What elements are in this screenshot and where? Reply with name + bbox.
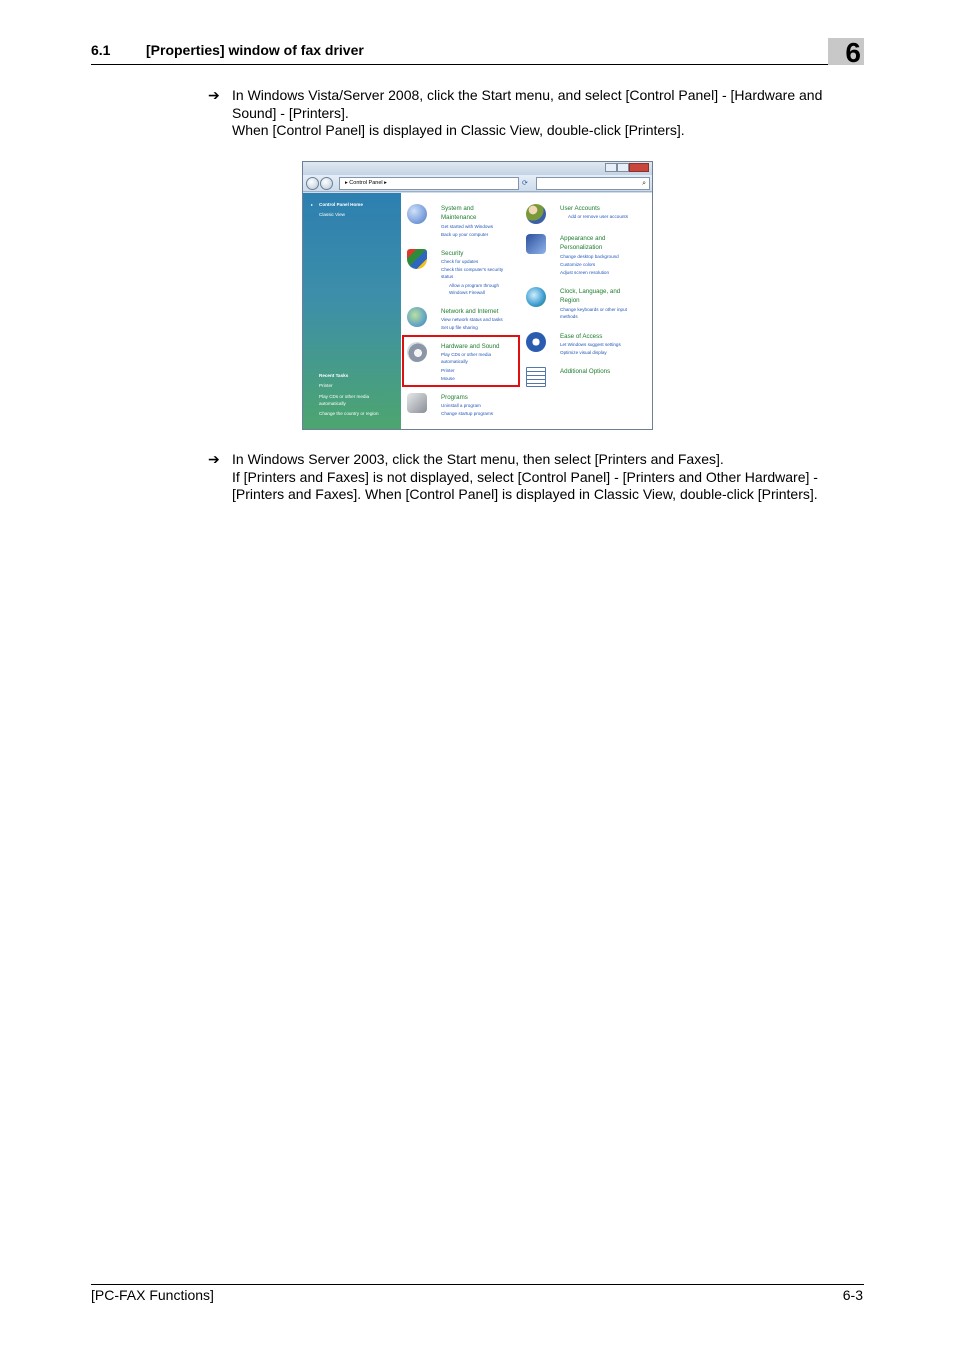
footer-manual-name: [PC-FAX Functions] [91,1287,214,1303]
user-accounts-icon [526,204,546,224]
category-link: methods [560,314,578,319]
window-titlebar [303,162,652,175]
category-link: automatically [441,359,468,364]
instruction-line: In Windows Vista/Server 2008, click the Start menu, and select [Control Panel] - [Hardware and [232,87,823,103]
arrow-icon: ➔ [208,87,220,103]
category-link: Check for updates [441,259,479,264]
task-pane [303,193,401,430]
recent-task: Play CDs or other media [319,394,370,399]
chapter-tab [828,37,864,68]
instruction-text [232,451,866,504]
category-link: Adjust screen resolution [560,270,610,275]
additional-options-icon [526,367,546,387]
recent-task: automatically [319,401,346,406]
category-link: Change desktop background [560,254,619,259]
category-area [401,193,652,430]
category-link: Allow a program through [449,283,500,288]
category-link: Get started with Windows [441,224,494,229]
instruction-line: Sound] - [Printers]. [232,104,349,121]
back-icon [306,177,319,190]
category-link: status [441,274,454,279]
control-panel-screenshot [302,161,653,430]
category-link: Back up your computer [441,232,489,237]
maximize-icon [617,163,629,172]
category-link: Mouse [441,376,455,381]
programs-icon [407,393,427,413]
address-bar: ▸ Control Panel ▸ [339,177,519,190]
recent-task: Change the country or region [319,411,379,416]
instruction-line: When [Control Panel] is displayed in Classic View, double-click [Printers]. [232,122,685,138]
category-title: Security [441,250,464,257]
category-title: Maintenance [441,214,477,221]
classic-view-link: Classic View [319,212,345,217]
chapter-number: 6 [845,37,861,68]
category-link: Printer [441,368,455,373]
category-title: System and [441,205,474,212]
appearance-icon [526,234,546,254]
category-title: Personalization [560,244,603,251]
navigation-bar [303,175,652,192]
instruction-text [232,87,866,140]
category-title: Programs [441,394,468,401]
instruction-line: In Windows Server 2003, click the Start menu, then select [Printers and Faxes]. [232,451,724,467]
section-number: 6.1 [91,42,111,58]
footer-page-number: 6-3 [842,1287,863,1303]
category-link: Play CDs or other media [441,352,492,357]
ease-of-access-icon [526,332,546,352]
close-icon [629,163,649,172]
category-link: Uninstall a program [441,403,481,408]
recent-tasks-heading: Recent Tasks [319,373,349,378]
footer-rule [91,1284,864,1285]
bullet-icon: ▸ [311,202,314,207]
category-title: Ease of Access [560,333,603,340]
search-box [536,177,650,190]
network-icon [407,307,427,327]
forward-icon [320,177,333,190]
category-title: Appearance and [560,235,606,242]
category-link: Check this computer's security [441,267,504,272]
category-link: Windows Firewall [449,290,485,295]
instruction-vista [208,87,868,141]
control-panel-home-link: Control Panel Home [319,202,363,207]
category-title: Hardware and Sound [441,343,500,350]
minimize-icon [605,163,617,172]
globe-clock-icon [526,287,546,307]
category-link: Customize colors [560,262,596,267]
shield-icon [407,249,427,269]
refresh-icon: ⟳ [522,180,528,187]
header-rule [91,64,864,65]
category-title: Clock, Language, and [560,288,621,295]
category-link: Add or remove user accounts [568,214,629,219]
category-title: Network and Internet [441,308,499,315]
category-title: Additional Options [560,368,611,375]
instruction-line: [Printers and Faxes]. When [Control Panel] is displayed in Classic View, double-click [Printers]. [232,486,818,502]
highlight-box [402,335,520,387]
arrow-icon: ➔ [208,451,220,467]
category-link: Change keyboards or other input [560,307,627,312]
search-icon: ⌕ [642,180,646,187]
system-maintenance-icon [407,204,427,224]
category-link: Optimize visual display [560,350,607,355]
section-title: [Properties] window of fax driver [146,42,364,58]
category-link: View network status and tasks [441,317,503,322]
category-link: Let Windows suggest settings [560,342,621,347]
category-link: Change startup programs [441,411,494,416]
instruction-server-2003 [208,451,868,505]
category-link: Set up file sharing [441,325,478,330]
instruction-line: If [Printers and Faxes] is not displayed, select [Control Panel] - [Printers and Other Hardware] - [232,468,818,485]
category-title: Region [560,297,580,304]
recent-task: Printer [319,383,333,388]
category-title: User Accounts [560,205,600,212]
